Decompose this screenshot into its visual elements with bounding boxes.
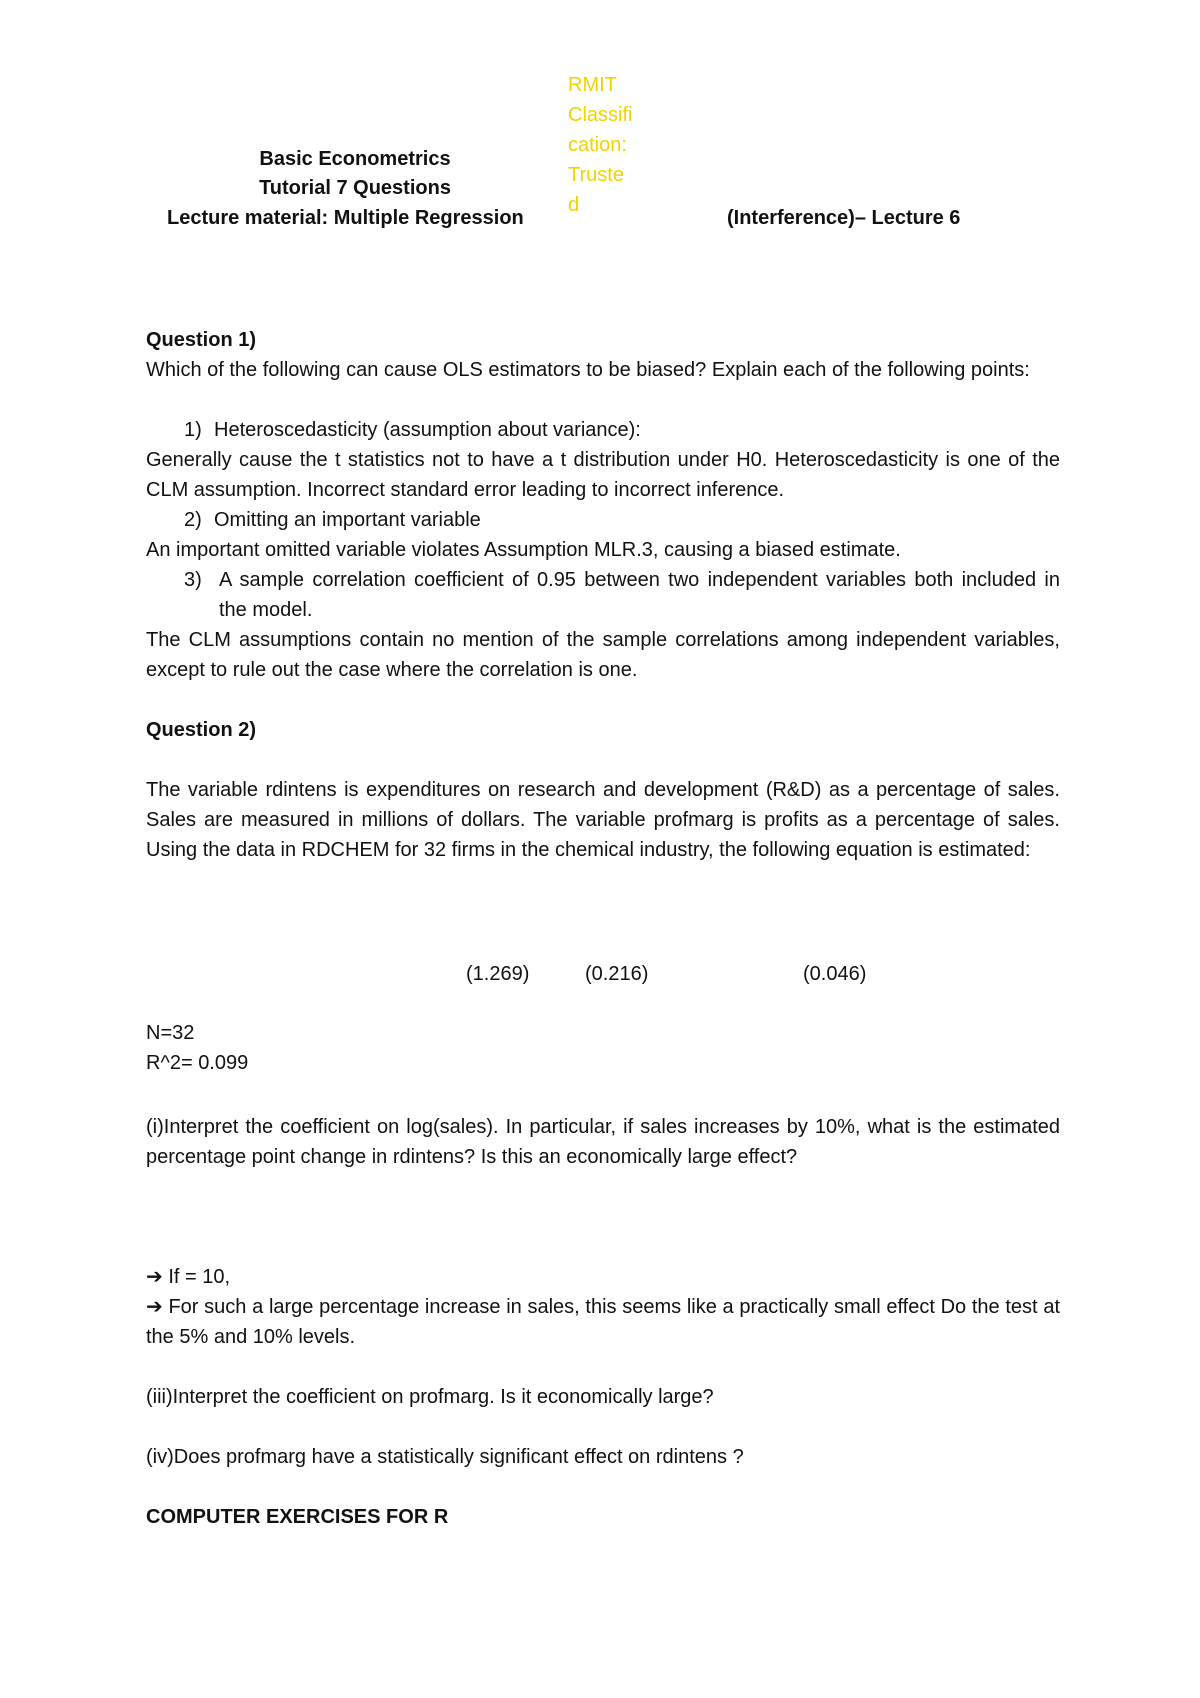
question-1-intro: Which of the following can cause OLS estimators to be biased? Explain each of the following points: [146,359,1030,381]
q1-item-2 [146,505,1060,535]
item-number: 1) [184,419,202,441]
arrow-icon: ➔ [146,1266,163,1288]
item-number: 3) [184,569,202,591]
classification-line: Classifi [568,104,633,126]
classification-line: cation: [568,134,627,156]
course-title: Basic Econometrics [259,148,451,170]
item-number: 2) [184,509,202,531]
classification-line: RMIT [568,74,617,96]
classification-line: Truste [568,164,624,186]
part-iii: (iii)Interpret the coefficient on profmarg. Is it economically large? [146,1386,714,1408]
part-i: (i)Interpret the coefficient on log(sales). In particular, if sales increases by 10%, what is the estimated percentage point change in rdintens? Is this an economically large effect? [146,1116,1060,1168]
sample-size: N=32 [146,1022,195,1044]
item-label: Omitting an important variable [214,509,481,531]
answer-line-1 [146,1262,1060,1292]
classification-label [568,70,648,220]
lecture-reference: (Interference)– Lecture 6 [727,207,961,229]
question-1-heading: Question 1) [146,329,257,351]
tutorial-title: Tutorial 7 Questions [259,177,451,199]
answer-text-2: For such a large percentage increase in sales, this seems like a practically small effect Do the test at the 5% and 10% levels. [146,1296,1060,1348]
computer-exercises-heading: COMPUTER EXERCISES FOR R [146,1506,449,1528]
q1-item-3 [146,565,1060,625]
part-iv: (iv)Does profmarg have a statistically significant effect on rdintens ? [146,1446,744,1468]
answer-line-2 [146,1292,1060,1352]
item-label: Heteroscedasticity (assumption about variance): [214,419,641,441]
q1-answer-2: An important omitted variable violates Assumption MLR.3, causing a biased estimate. [146,539,901,561]
q1-item-1 [146,415,1060,445]
q1-answer-1: Generally cause the t statistics not to have a t distribution under H0. Heteroscedasticity is one of the CLM assumption. Incorrect standard error leading to incorrect inference. [146,449,1060,501]
answer-text-1: If = 10, [168,1266,231,1288]
q1-answer-3: The CLM assumptions contain no mention of the sample correlations among independent variables, except to rule out the case where the correlation is one. [146,629,1060,681]
r-squared: R^2= 0.099 [146,1052,249,1074]
lecture-material: Lecture material: Multiple Regression [167,207,524,229]
question-2-heading: Question 2) [146,719,257,741]
std-error-intercept: (1.269) [466,963,530,985]
item-label: A sample correlation coefficient of 0.95 between two independent variables both included in the model. [219,569,1060,621]
arrow-icon: ➔ [146,1296,163,1318]
question-2-intro: The variable rdintens is expenditures on research and development (R&D) as a percentage of sales. Sales are measured in millions of dollars. The variable profmarg is profits as a percentage of sales. Using the data in RDCHEM for 32 firms in the chemical industry, the following equation is estimated: [146,779,1060,861]
classification-line: d [568,194,580,216]
std-error-profmarg: (0.046) [803,963,867,985]
std-error-logsales: (0.216) [585,963,649,985]
